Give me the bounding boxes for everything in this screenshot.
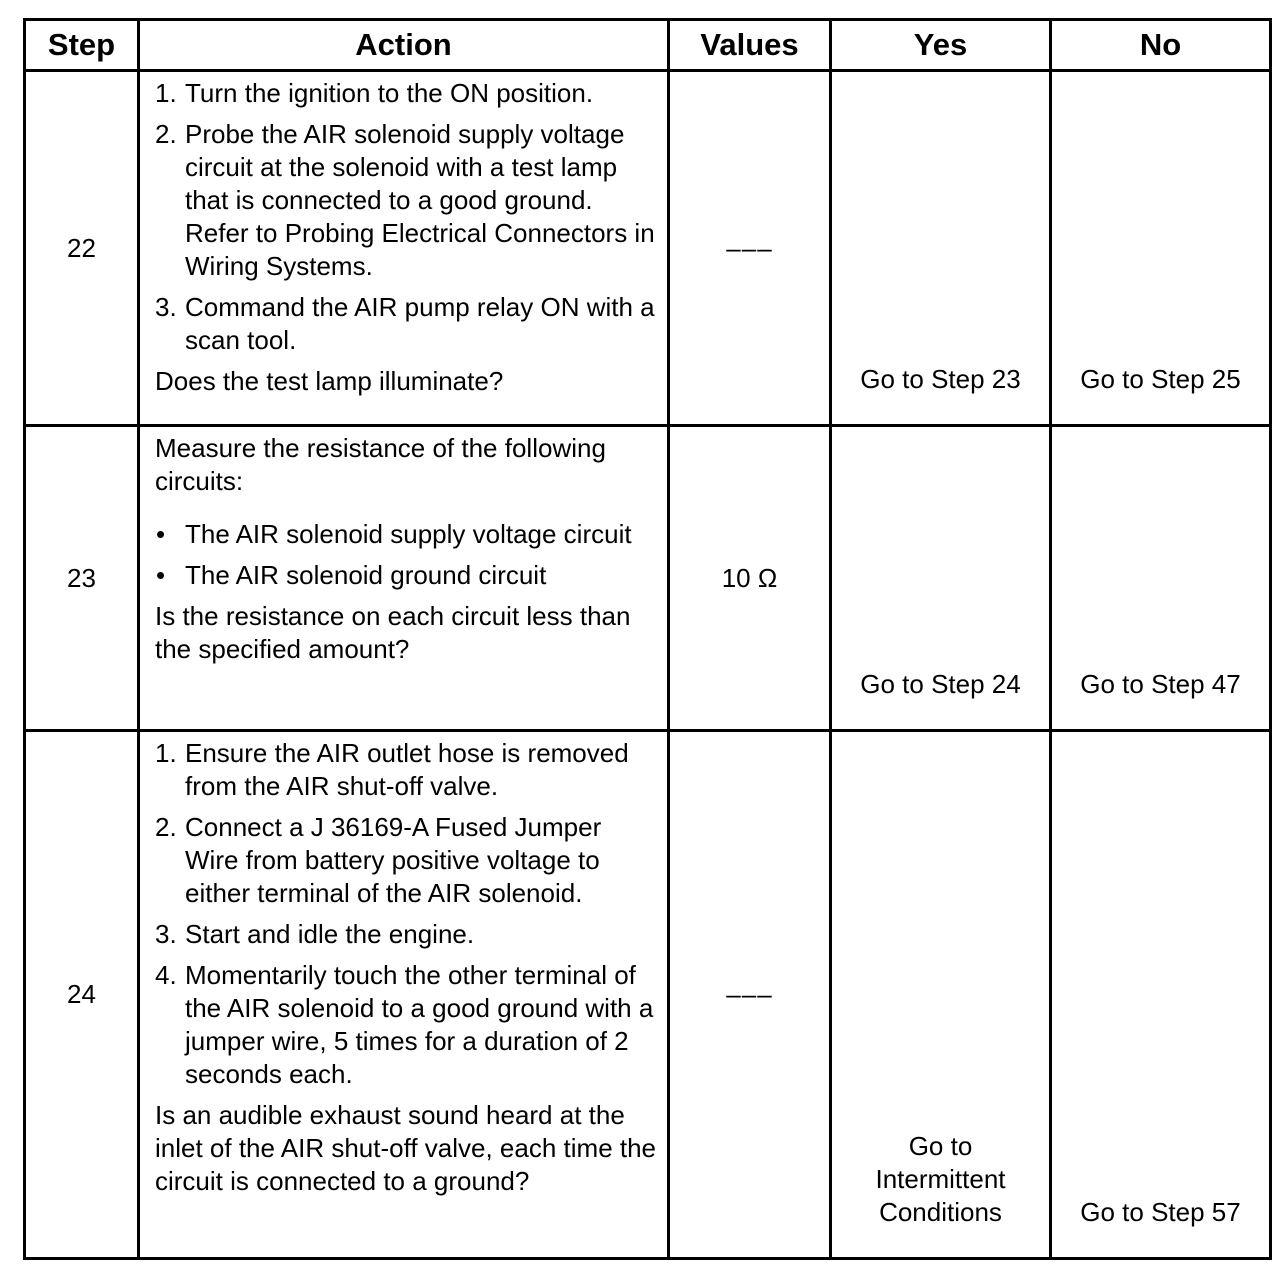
yes-result: Go to Step 24 <box>831 426 1051 731</box>
header-values: Values <box>669 20 831 71</box>
action-cell <box>139 731 669 1259</box>
table-row <box>25 71 1271 426</box>
value-cell <box>669 426 831 731</box>
header-step: Step <box>25 20 139 71</box>
header-action: Action <box>139 20 669 71</box>
table-row <box>25 731 1271 1259</box>
step-number: 24 <box>25 731 139 1259</box>
bullet-list <box>155 518 657 592</box>
action-cell <box>139 71 669 426</box>
value-cell <box>669 71 831 426</box>
yes-result: Go to Step 23 <box>831 71 1051 426</box>
value-text: ––– <box>726 232 773 263</box>
action-item: 3. Start and idle the engine. <box>155 919 475 949</box>
no-result: Go to Step 25 <box>1051 71 1271 426</box>
action-question: Does the test lamp illuminate? <box>155 366 504 396</box>
action-question: Is the resistance on each circuit less than the specified amount? <box>155 601 631 664</box>
action-list <box>155 737 657 1091</box>
header-yes: Yes <box>831 20 1051 71</box>
header-no: No <box>1051 20 1271 71</box>
action-intro: Measure the resistance of the following circuits: <box>155 433 606 496</box>
action-item: 2. Connect a J 36169-A Fused Jumper Wire from battery positive voltage to either terminal of the AIR solenoid. <box>155 812 602 908</box>
diagnostic-table <box>23 18 1272 1260</box>
step-number: 23 <box>25 426 139 731</box>
bullet-item: • The AIR solenoid supply voltage circuit <box>156 519 632 549</box>
action-item: 4. Momentarily touch the other terminal of the AIR solenoid to a good ground with a jumper wire, 5 times for a duration of 2 seconds each. <box>155 960 654 1089</box>
value-cell <box>669 731 831 1259</box>
action-item: 3. Command the AIR pump relay ON with a scan tool. <box>155 292 655 355</box>
table-row <box>25 426 1271 731</box>
value-text: 10 Ω <box>721 562 778 593</box>
header-row <box>25 20 1271 71</box>
action-list <box>155 77 657 357</box>
no-result: Go to Step 57 <box>1051 731 1271 1259</box>
value-text: ––– <box>726 979 773 1009</box>
bullet-item: • The AIR solenoid ground circuit <box>156 560 547 590</box>
no-result: Go to Step 47 <box>1051 426 1271 731</box>
action-item: 2. Probe the AIR solenoid supply voltage circuit at the solenoid with a test lamp that is connected to a good ground. Refer to Probing Electrical Connectors in Wiring Systems. <box>155 119 655 281</box>
step-number: 22 <box>25 71 139 426</box>
action-item: 1. Turn the ignition to the ON position. <box>155 78 594 108</box>
action-question: Is an audible exhaust sound heard at the inlet of the AIR shut-off valve, each time the circuit is connected to a ground? <box>155 1100 657 1196</box>
action-item: 1. Ensure the AIR outlet hose is removed from the AIR shut-off valve. <box>155 738 629 801</box>
yes-result: Go to Intermittent Conditions <box>831 731 1051 1259</box>
action-cell <box>139 426 669 731</box>
